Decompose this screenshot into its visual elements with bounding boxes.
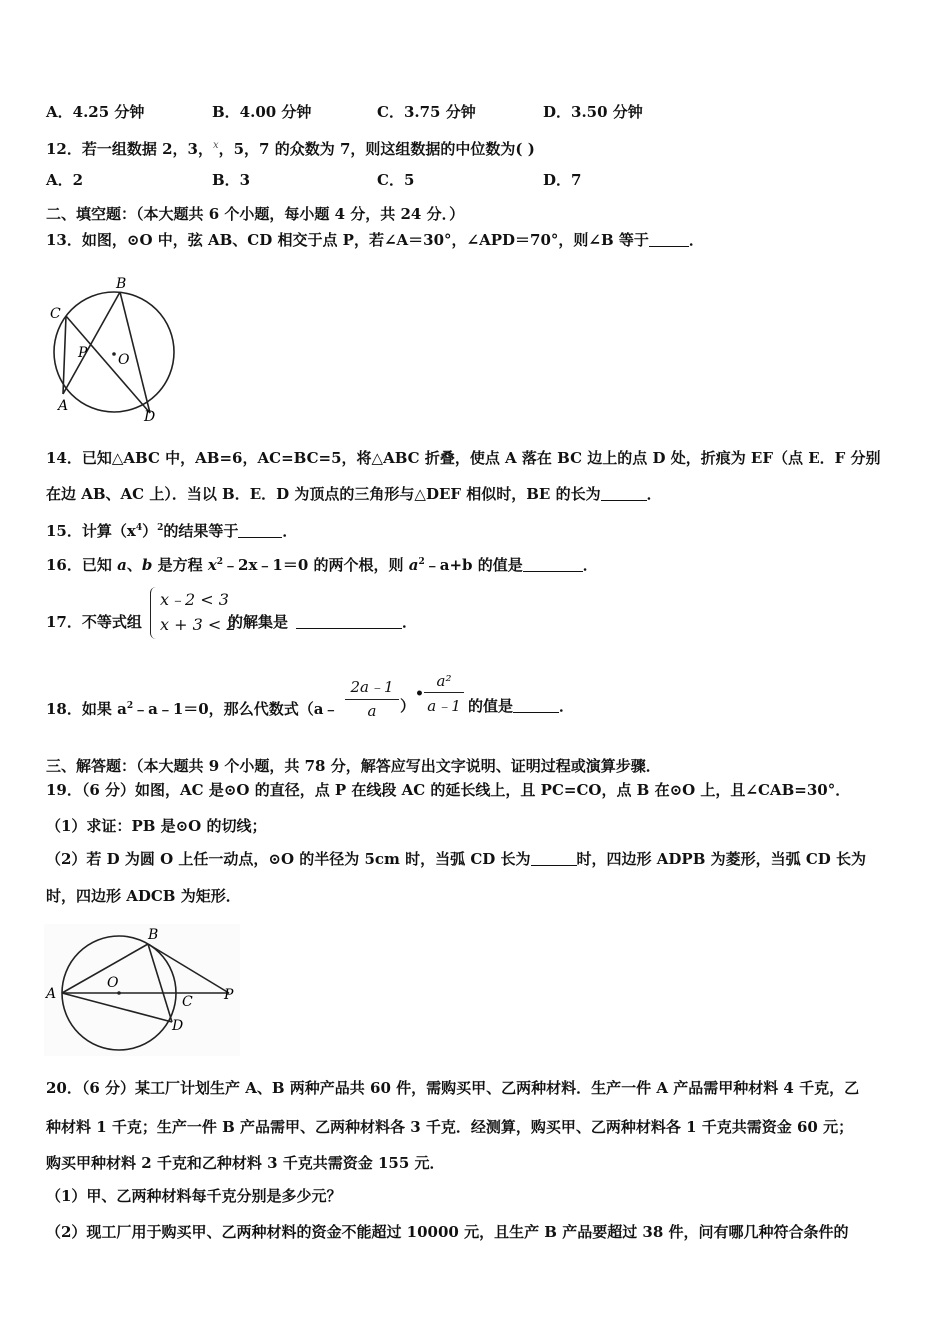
q13-label-c: C [50,306,61,322]
q19-label-d: D [172,1018,184,1034]
q13-circle-figure [44,274,184,424]
q18-tail [468,696,574,716]
q19-line1: 19．（6 分）如图，AC 是⊙O 的直径，点 P 在线段 AC 的延长线上，且 PC=CO，点 B 在⊙O 上，且∠CAB=30°． [46,781,851,799]
q16-var-a: a [117,556,127,574]
q11-option-a: A．4.25 分钟 [46,103,145,121]
q19-part2b: 时，四边形 ADPB 为菱形，当弧 CD 长为 [576,850,866,868]
q18-answer-blank [513,698,559,713]
q12-suffix: ，5，7 的众数为 7，则这组数据的中位数为( ) [218,140,535,158]
q19-label-b: B [148,927,159,943]
q13-text: 13．如图，⊙O 中，弦 AB、CD 相交于点 P，若∠A＝30°，∠APD＝70°，则∠B 等于 [46,231,649,249]
q20-line2: 种材料 1 千克；生产一件 B 产品需甲、乙两种材料各 3 千克．经测算，购买甲、乙两种材料各 1 千克共需资金 60 元； [46,1118,854,1136]
q17-tail [228,612,417,632]
q14-text: 在边 AB、AC 上）．当以 B．E．D 为顶点的三角形与△DEF 相似时，BE 的长为 [46,485,601,503]
q16-answer-blank [523,557,583,572]
q17-brace [150,587,159,639]
q20-line3: 购买甲种材料 2 千克和乙种材料 3 千克共需资金 155 元． [46,1154,445,1172]
q18-exp: 2 [126,701,134,711]
q16-expr-exp: 2 [418,557,425,567]
q18-prefix-line [46,696,338,719]
q13-chord-ca [63,316,66,394]
q12-prefix: 12．若一组数据 2，3， [46,140,213,158]
q19-label-a: A [46,986,57,1002]
q18-frac2-numerator: a² [436,672,452,690]
q16-suffix: 的值是 [472,556,523,574]
q16-expr-rest: ﹣a+b [424,556,473,574]
q17-inequality-2: x + 3 < 2 [160,615,237,634]
q15-question [46,518,297,541]
q14-end: ． [646,485,662,503]
q11-option-b: B．4.00 分钟 [212,103,312,121]
q13-circle [54,292,174,412]
q15-exp1: 4 [135,523,143,533]
q11-option-d: D．3.50 分钟 [543,103,643,121]
q13-label-p: P [78,345,88,361]
q17-inequality-system [150,585,240,643]
q16-sep: 、 [126,556,142,574]
q18-dot: • [415,686,424,702]
q19-center-dot [117,991,121,995]
q17-suffix: 的解集是 [228,613,289,631]
q17-end: ． [402,613,418,631]
q13-answer-blank [649,232,689,247]
q18-prefix: 18．如果 a [46,700,127,718]
q16-eq-exp: 2 [216,557,224,567]
section2-header: 二、填空题：（本大题共 6 个小题，每小题 4 分，共 24 分．） [46,205,465,223]
q15-answer-blank [238,523,282,538]
q13-question [46,230,704,250]
q13-chord-ab [63,292,120,394]
q15-prefix: 15．计算（x [46,522,136,540]
q15-mid: ） [142,522,158,540]
q18-end: ． [559,697,575,715]
q16-eq-rest: ﹣2x﹣1＝0 [223,556,309,574]
q13-label-o: O [118,352,130,368]
q13-label-a: A [58,398,69,414]
q16-var-b: b [141,556,153,574]
q19-part1: （1）求证：PB 是⊙O 的切线； [46,817,267,835]
q17-answer-blank [296,614,402,629]
q16-mid: 是方程 [152,556,208,574]
q15-suffix: 的结果等于 [163,522,239,540]
q15-end: ． [282,522,298,540]
q20-line1: 20．（6 分）某工厂计划生产 A、B 两种产品共 60 件，需购买甲、乙两种材料．生产一件 A 产品需甲种材料 4 千克，乙 [46,1079,860,1097]
q12-var: x [212,140,219,151]
q18-frac1-numerator: 2a﹣1 [350,678,394,696]
q19-part2a: （2）若 D 为圆 O 上任一动点，⊙O 的半径为 5cm 时，当弧 CD 长为 [46,850,531,868]
q12-option-b: B．3 [212,171,251,189]
q18-fraction-1 [345,676,399,720]
q18-suffix: 的值是 [468,697,514,715]
q13-label-b: B [116,276,127,292]
q18-fraction-2 [424,672,464,716]
q11-option-c: C．3.75 分钟 [377,103,476,121]
q15-exp2: 2 [157,523,164,533]
q16-expr-a: a [408,556,419,574]
section3-header: 三、解答题：（本大题共 9 个小题，共 78 分，解答应写出文字说明、证明过程或演算步骤． [46,757,661,775]
q12-option-c: C．5 [377,171,415,189]
q12-question [46,136,535,159]
q19-label-c: C [182,994,193,1010]
q16-eq-x: x [207,556,217,574]
q19-answer-blank-1 [531,851,577,866]
q17-prefix: 17．不等式组 [46,613,142,631]
q18-prefix2: ﹣a﹣1＝0，那么代数式（a﹣ [133,700,339,718]
q18-frac2-denominator: a﹣1 [427,697,461,715]
q12-option-d: D．7 [543,171,582,189]
q19-circle-figure [44,924,240,1056]
q19-label-o: O [107,975,119,991]
q18-close: ） [400,697,416,715]
q14-line2 [46,484,662,504]
q16-question [46,552,598,575]
q13-label-d: D [144,409,156,424]
q20-part1: （1）甲、乙两种材料每千克分别是多少元？ [46,1187,342,1205]
q18-frac1-denominator: a [367,702,377,720]
q19-part2c: 时，四边形 ADCB 为矩形． [46,887,241,905]
q16-prefix: 16．已知 [46,556,118,574]
q13-center-dot [112,352,116,356]
q13-end: ． [688,231,704,249]
q14-answer-blank [601,486,647,501]
q17-inequality-1: x﹣2 < 3 [160,590,229,609]
q14-line1: 14．已知△ABC 中，AB=6，AC=BC=5，将△ABC 折叠，使点 A 落在 BC 边上的点 D 处，折痕为 EF（点 E．F 分别 [46,449,881,467]
q12-option-a: A．2 [46,171,84,189]
q16-end: ． [582,556,598,574]
q19-label-p: P [224,987,234,1003]
q16-mid2: 的两个根，则 [308,556,409,574]
q19-part2 [46,849,866,869]
q20-part2: （2）现工厂用于购买甲、乙两种材料的资金不能超过 10000 元，且生产 B 产品要超过 38 件，问有哪几种符合条件的 [46,1223,849,1241]
